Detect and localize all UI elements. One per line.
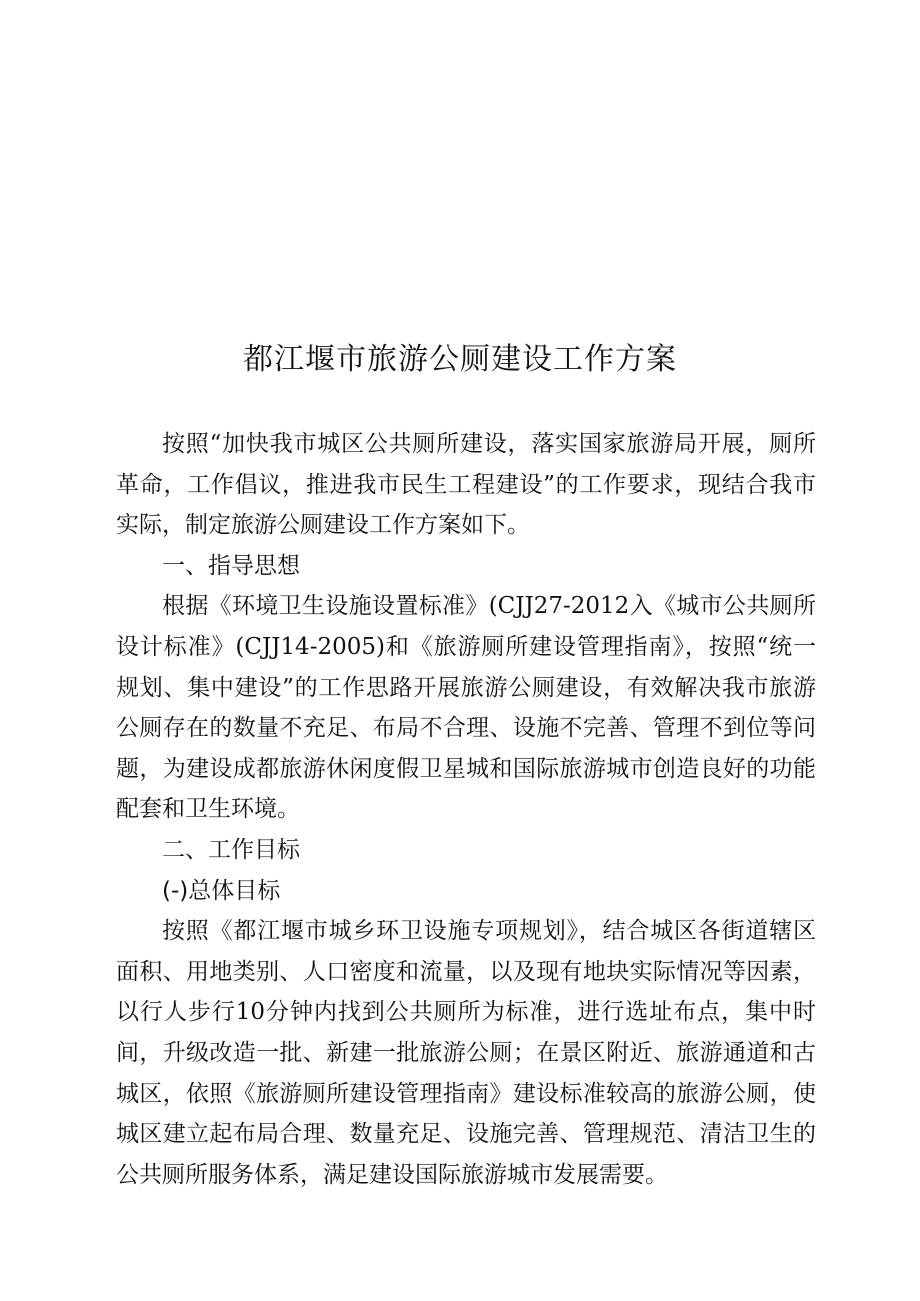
paragraph-overall-goal: 按照《都江堰市城乡环卫设施专项规划》，结合城区各街道辖区面积、用地类别、人口密度和流量，以及现有地块实际情况等因素，以行人步行10分钟内找到公共厕所为标准，进行选址布点，集中时间，升级改造一批、新建一批旅游公厕；在景区附近、旅游通道和古城区，依照《旅游厕所建设管理指南》建设标准较高的旅游公厕，使城区建立起布局合理、数量充足、设施完善、管理规范、清洁卫生的公共厕所服务体系，满足建设国际旅游城市发展需要。 bbox=[116, 918, 816, 1188]
subheading-overall-goal: (-)总体目标 bbox=[162, 877, 281, 904]
paragraph-guiding-ideology: 根据《环境卫生设施设置标准》(CJJ27-2012入《城市公共厕所设计标准》(CJJ14-2005)和《旅游厕所建设管理指南》，按照“统一规划、集中建设”的工作思路开展旅游公厕建设，有效解决我市旅游公厕存在的数量不充足、布局不合理、设施不完善、管理不到位等问题，为建设成都旅游休闲度假卫星城和国际旅游城市创造良好的功能配套和卫生环境。 bbox=[116, 593, 816, 823]
section-heading-work-goals: 二、工作目标 bbox=[162, 836, 300, 863]
intro-paragraph: 按照“加快我市城区公共厕所建设，落实国家旅游局开展，厕所革命，工作倡议，推进我市民生工程建设”的工作要求，现结合我市实际，制定旅游公厕建设工作方案如下。 bbox=[116, 431, 816, 539]
section-heading-guiding-ideology: 一、指导思想 bbox=[162, 552, 300, 579]
document-body bbox=[116, 424, 816, 1195]
document-title: 都江堰市旅游公厕建设工作方案 bbox=[243, 342, 677, 377]
